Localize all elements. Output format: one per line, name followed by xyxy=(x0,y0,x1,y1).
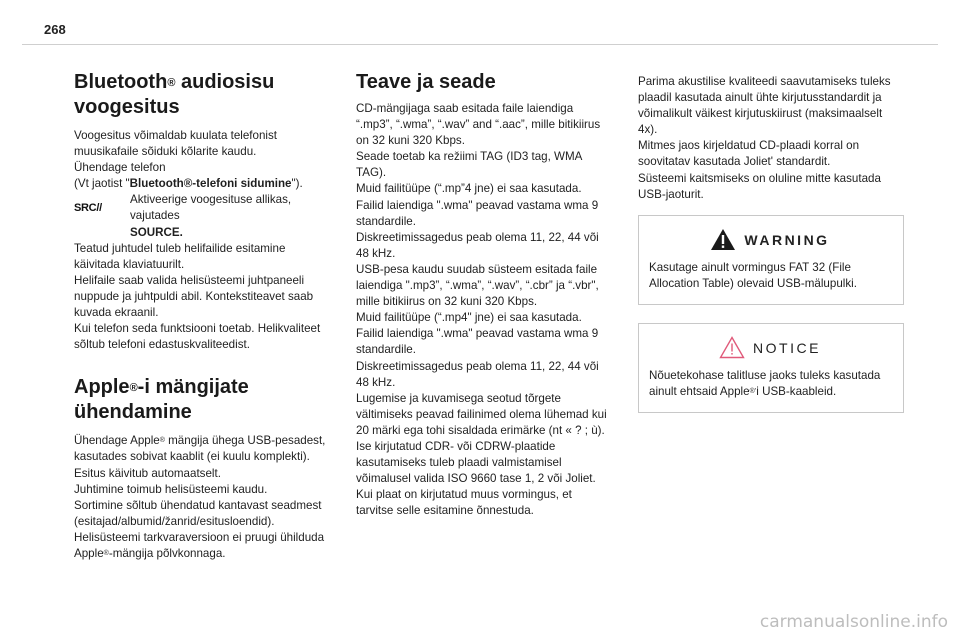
info-text: CD-mängijaga saab esitada faile laiendiga “.mp3”, “.wma”, “.wav” and “.aac”, mille bitikiirus on 32 kuni 320 Kbps. Seade toetab ka režiimi TAG (ID3 tag, WMA TAG). Muid failitüüpe (“.mp”4 jne) ei saa kasutada. Failid laiendiga ".wma" peavad vastama wma 9 standardile. Diskreetimissagedus peab olema 11, 22, 44 või 48 kHz. USB-pesa kaudu suudab süsteem esitada faile laiendiga ".mp3”, “.wma”, “.wav”, “.cbr” ja “.vbr", mille bitikiirus on 32 kuni 320 Kbps. Muid failitüüpe (“.mp4" jne) ei saa kasutada. Failid laiendiga ".wma" peavad vastama wma 9 standardile. Diskreetimissagedus peab olema 11, 22, 44 või 48 kHz. Lugemise ja kuvamisega seotud tõrgete vältimiseks peavad failinimed olema lühemad kui 20 märki ega tohi sisaldada erimärke (nt « ? ; ù). Ise kirjutatud CDR- või CDRW-plaatide kasutamiseks tuleb plaadi valmistamisel võimalusel valida ISO 9660 tase 1, 2 või Joliet. Kui plaat on kirjutatud muus vormingus, et tarvitse selle esitamine õnnestuda. xyxy=(356,102,607,518)
header-rule xyxy=(22,44,938,45)
warning-box xyxy=(638,215,904,305)
source-instruction: SRC// Aktiveerige voogesituse allikas, vajutades SOURCE. xyxy=(74,193,292,239)
src-button-icon: SRC// xyxy=(74,202,102,215)
warning-icon xyxy=(710,228,736,251)
apple-heading: Apple®-i mängijate ühendamine xyxy=(74,376,249,424)
warning-text: Kasutage ainult vormingus FAT 32 (File Allocation Table) olevaid USB-mälupulki. xyxy=(649,260,857,290)
column-2 xyxy=(356,70,622,519)
bluetooth-heading: Bluetooth® audiosisu voogesitus xyxy=(74,71,275,118)
watermark: carmanualsonline.info xyxy=(759,612,948,632)
warning-title: WARNING xyxy=(744,231,830,248)
column-3 xyxy=(638,74,904,413)
quality-text: Parima akustilise kvaliteedi saavutamiseks tuleks plaadil kasutada ainult ühte kirjutusstandardit ja võimalikult väikest kirjutuskiirust (maksimaalselt 4x). Mitmes jaos kirjeldatud CD-plaadi korral on soovitatav kasutada Joliet' standardit. Süsteemi kaitsmiseks on oluline mitte kasutada USB-jaoturit. xyxy=(638,75,891,201)
column-1 xyxy=(74,70,342,562)
bluetooth-text: Voogesitus võimaldab kuulata telefonist muusikafaile sõiduki kõlarite kaudu. Ühendage telefon (Vt jaotist "Bluetooth®-telefoni sidumine"). xyxy=(74,129,303,191)
notice-text: Nõuetekohase talitluse jaoks tuleks kasutada ainult ehtsaid Apple®’i USB-kaableid. xyxy=(649,368,881,399)
notice-title: NOTICE xyxy=(753,339,821,356)
info-heading: Teave ja seade xyxy=(356,71,496,93)
page-number: 268 xyxy=(44,22,66,37)
notice-icon xyxy=(719,336,745,359)
apple-text: Ühendage Apple® mängija ühega USB-pesadest, kasutades sobivat kaablit (ei kuulu komplekti). Esitus käivitub automaatselt. Juhtimine toimub helisüsteemi kaudu. Sortimine sõltub ühendatud kantavast seadmest (esitajad/albumid/žanrid/esitusloendid). Helisüsteemi tarkvaraversioon ei pruugi ühilduda Apple®-mängija põlvkonnaga. xyxy=(74,434,326,560)
notice-box xyxy=(638,323,904,413)
bluetooth-text-2: Teatud juhtudel tuleb helifailide esitamine käivitada klaviatuurilt. Helifaile saab valida helisüsteemi juhtpaneeli nuppude ja juhtpuldi abil. Kontekstiteavet saab kuvada ekraanil. Kui telefon seda funktsiooni toetab. Helikvaliteet sõltub telefoni edastuskvaliteedist. xyxy=(74,241,321,352)
